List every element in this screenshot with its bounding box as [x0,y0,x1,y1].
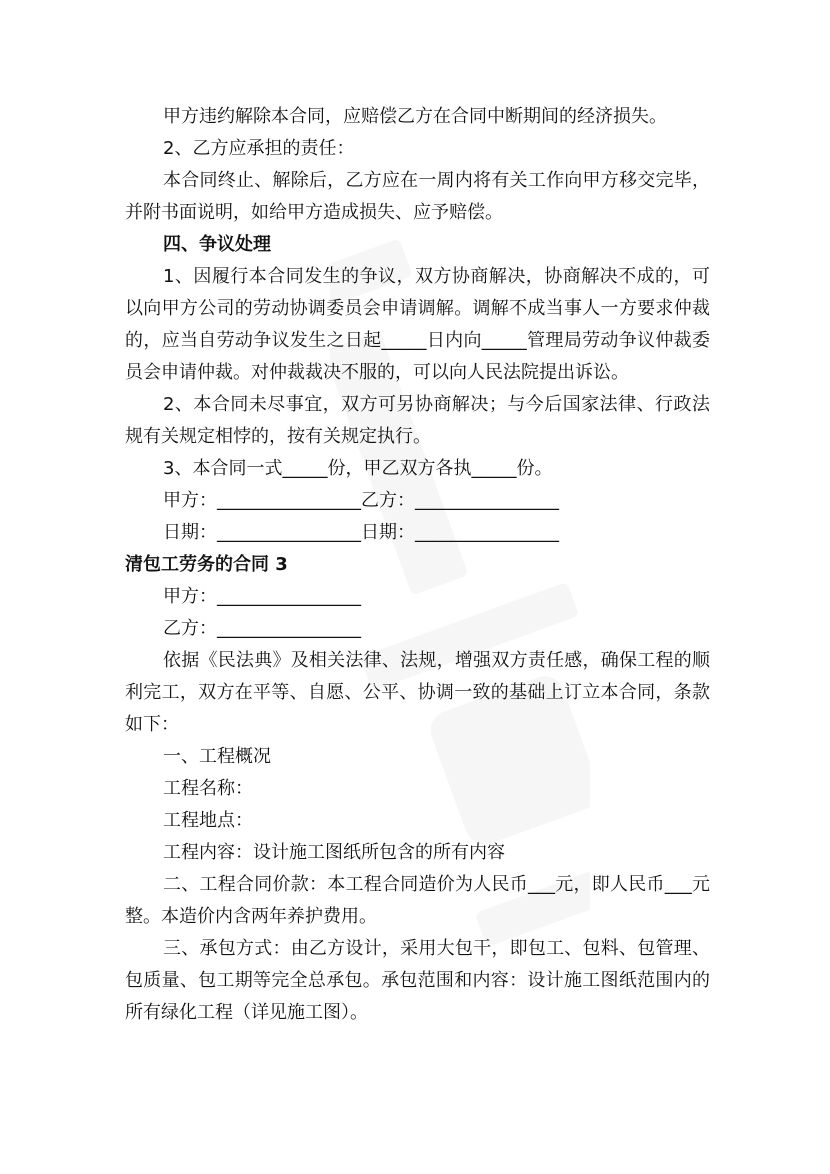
section-heading-project-overview: 一、工程概况 [163,746,271,767]
document-body [125,101,710,1029]
paragraph-handover: 本合同终止、解除后，乙方应在一周内将有关工作向甲方移交完毕，并附书面说明，如给甲方造成损失、应予赔偿。 [125,170,710,223]
paragraph-contract-method: 三、承包方式：由乙方设计，采用大包干，即包工、包料、包管理、包质量、包工期等完全总承包。承包范围和内容：设计施工图纸范围内的所有绿化工程（详见施工图）。 [125,938,710,1023]
project-content-line: 工程内容：设计施工图纸所包含的所有内容 [163,842,505,863]
party-a-line: 甲方：________________ [163,586,361,607]
signature-line-parties: 甲方：________________乙方：________________ [163,490,559,511]
paragraph-dispute-1: 1、因履行本合同发生的争议，双方协商解决，协商解决不成的，可以向甲方公司的劳动协调委员会申请调解。调解不成当事人一方要求仲裁的，应当自劳动争议发生之日起_____日内向_____管理局劳动争议仲裁委员会申请仲裁。对仲裁裁决不服的，可以向人民法院提出诉讼。 [125,266,710,383]
section-heading-dispute: 四、争议处理 [163,234,271,255]
contract-title: 清包工劳务的合同 3 [125,554,288,575]
paragraph-dispute-2: 2、本合同未尽事宜，双方可另协商解决；与今后国家法律、行政法规有关规定相悖的，按有关规定执行。 [125,394,710,447]
project-location-line: 工程地点： [163,810,253,831]
paragraph-preamble: 依据《民法典》及相关法律、法规，增强双方责任感，确保工程的顺利完工，双方在平等、自愿、公平、协调一致的基础上订立本合同，条款如下： [125,650,710,735]
signature-line-dates: 日期：________________日期：________________ [163,522,559,543]
project-name-line: 工程名称： [163,778,253,799]
paragraph-party-b-responsibility-heading: 2、乙方应承担的责任： [163,138,355,159]
paragraph-breach-compensation: 甲方违约解除本合同，应赔偿乙方在合同中断期间的经济损失。 [163,106,667,127]
paragraph-dispute-3: 3、本合同一式_____份，甲乙双方各执_____份。 [163,458,553,479]
paragraph-contract-price: 二、工程合同价款：本工程合同造价为人民币___元，即人民币___元整。本造价内含两年养护费用。 [125,874,710,927]
party-b-line: 乙方：________________ [163,618,361,639]
